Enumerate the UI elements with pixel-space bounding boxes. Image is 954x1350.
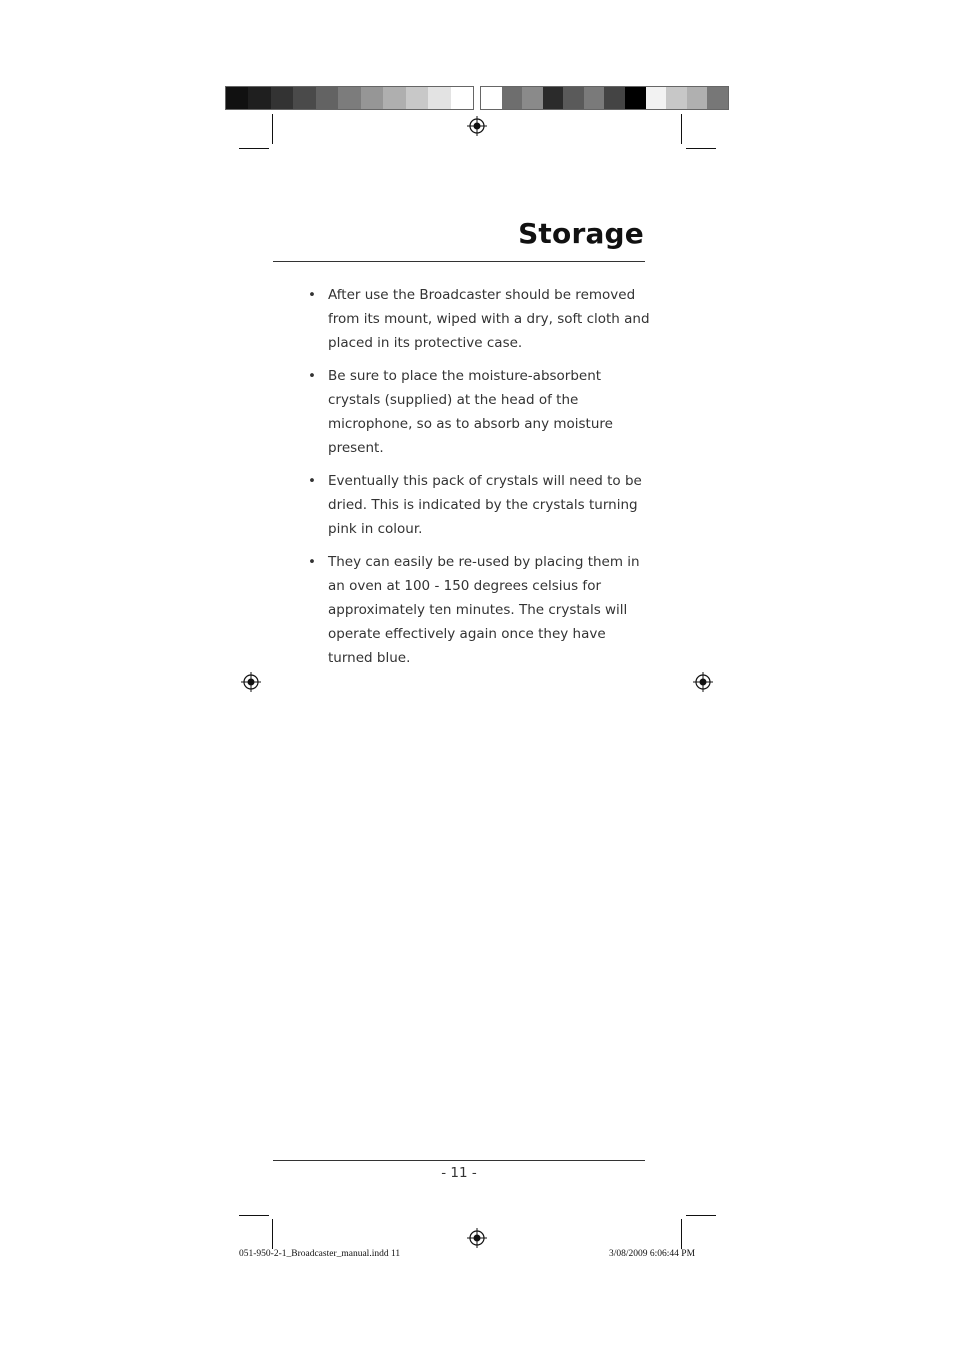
color-swatch — [543, 87, 564, 109]
list-item — [308, 283, 653, 355]
color-swatch — [584, 87, 605, 109]
color-swatch — [707, 87, 728, 109]
color-swatch — [271, 87, 293, 109]
crop-mark — [686, 1215, 716, 1216]
list-item — [308, 550, 653, 670]
color-swatch — [687, 87, 708, 109]
color-swatch — [666, 87, 687, 109]
slug-datetime: 3/08/2009 6:06:44 PM — [609, 1249, 696, 1259]
crop-mark — [239, 148, 269, 149]
list-item — [308, 469, 653, 541]
list-item-text: Be sure to place the moisture-absorbent crystals (supplied) at the head of the microphone, so as to absorb any moisture present. — [328, 368, 613, 456]
color-swatch — [383, 87, 405, 109]
color-swatch — [226, 87, 248, 109]
color-bar-right — [480, 86, 729, 110]
color-swatch — [646, 87, 667, 109]
list-item-text: Eventually this pack of crystals will need to be dried. This is indicated by the crystals turning pink in colour. — [328, 473, 642, 537]
list-item-text: After use the Broadcaster should be removed from its mount, wiped with a dry, soft cloth and placed in its protective case. — [328, 287, 650, 351]
crop-mark — [272, 1219, 273, 1249]
color-bar-left — [225, 86, 474, 110]
title-rule — [273, 261, 645, 262]
bullet-icon: • — [308, 473, 316, 489]
bullet-icon: • — [308, 554, 316, 570]
color-swatch — [361, 87, 383, 109]
crop-mark — [686, 148, 716, 149]
color-swatch — [604, 87, 625, 109]
color-swatch — [316, 87, 338, 109]
color-swatch — [338, 87, 360, 109]
registration-mark-icon — [467, 116, 487, 136]
bullet-icon: • — [308, 287, 316, 303]
crop-mark — [681, 1219, 682, 1249]
page-number: - 11 - — [441, 1165, 477, 1181]
registration-mark-icon — [693, 672, 713, 692]
crop-mark — [239, 1215, 269, 1216]
color-swatch — [625, 87, 646, 109]
registration-mark-icon — [467, 1228, 487, 1248]
color-swatch — [406, 87, 428, 109]
color-swatch — [563, 87, 584, 109]
color-swatch — [248, 87, 270, 109]
list-item — [308, 364, 653, 460]
crop-mark — [272, 114, 273, 144]
color-swatch — [502, 87, 523, 109]
list-item-text: They can easily be re-used by placing them in an oven at 100 - 150 degrees celsius for approximately ten minutes. The crystals will operate effectively again once they have turned blue. — [328, 554, 640, 666]
bullet-icon: • — [308, 368, 316, 384]
page-title: Storage — [518, 217, 644, 250]
bullet-list — [308, 283, 653, 679]
color-swatch — [293, 87, 315, 109]
crop-mark — [681, 114, 682, 144]
color-swatch — [428, 87, 450, 109]
color-swatch — [522, 87, 543, 109]
registration-mark-icon — [241, 672, 261, 692]
color-swatch — [451, 87, 473, 109]
color-swatch — [481, 87, 502, 109]
footer-rule — [273, 1160, 645, 1161]
slug-filename: 051-950-2-1_Broadcaster_manual.indd 11 — [239, 1249, 401, 1259]
